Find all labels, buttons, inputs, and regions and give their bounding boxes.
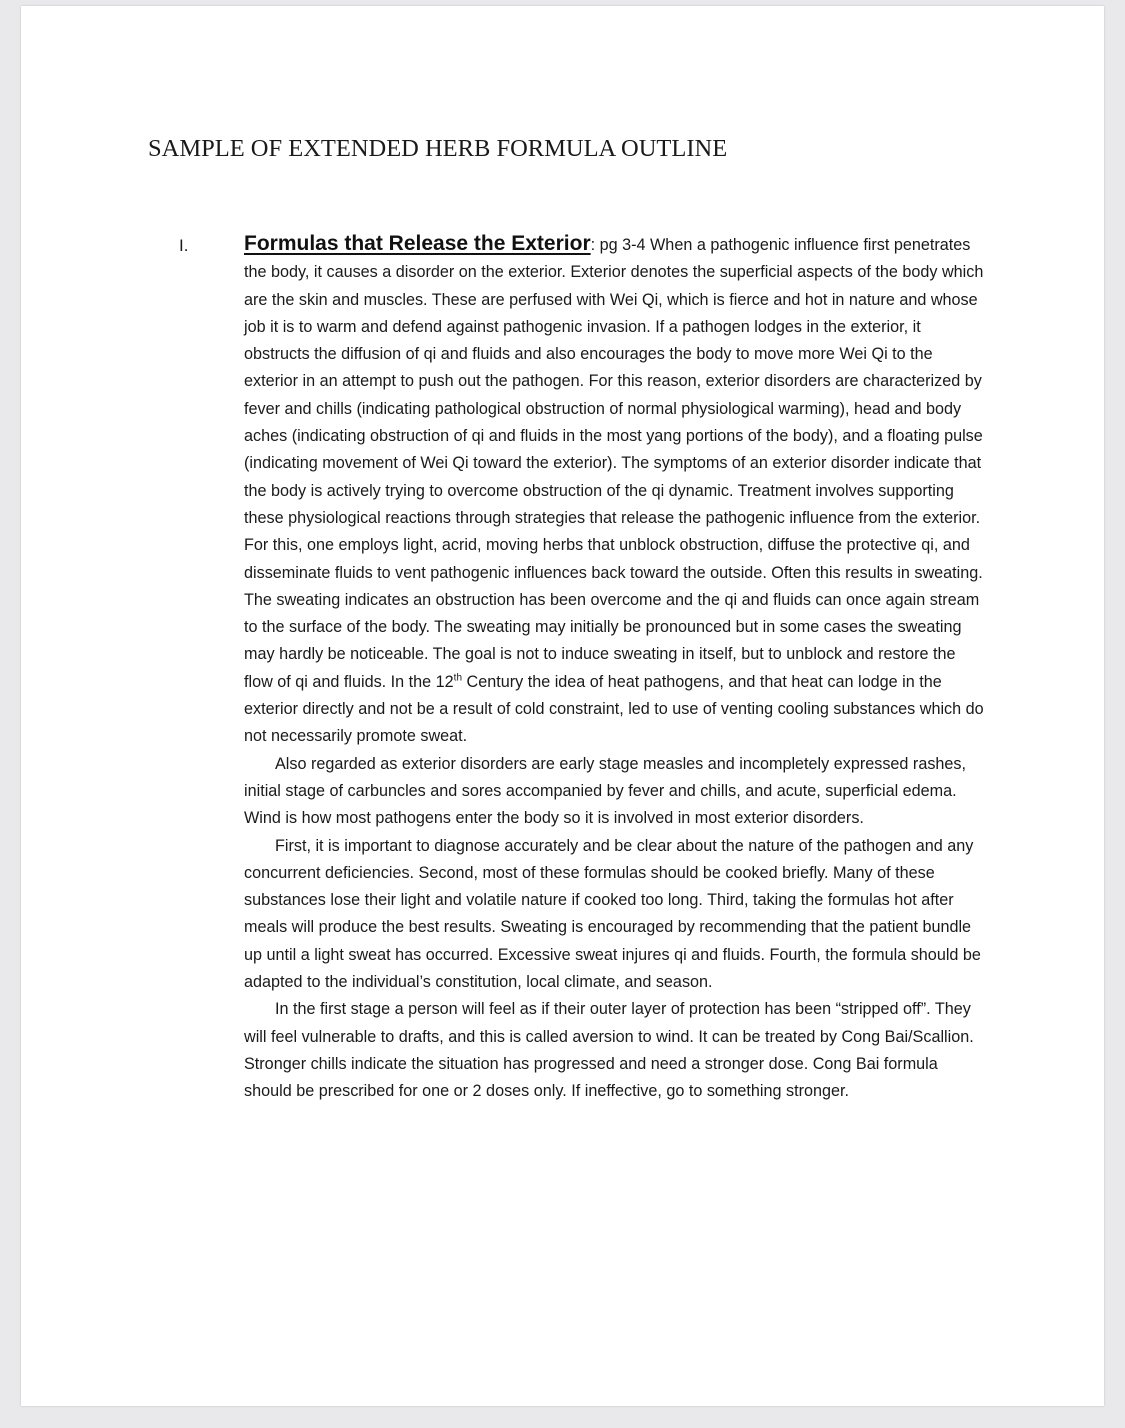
paragraph-3: First, it is important to diagnose accurately and be clear about the nature of the pathogen and any concurrent deficiencies. Second, most of these formulas should be cooked briefly. Many of these substances lose their light and volatile nature if cooked too long. Third, taking the formulas hot after meals will produce the best results. Sweating is encouraged by recommending that the patient bundle up until a light sweat has occurred. Excessive sweat injures qi and fluids. Fourth, the formula should be adapted to the individual’s constitution, local climate, and season. xyxy=(244,836,981,992)
paragraph-1-text: When a pathogenic influence first penetrates the body, it causes a disorder on the exterior. Exterior denotes the superficial aspects of the body which are the skin and muscles. These are perfused with Wei Qi, which is fierce and hot in nature and whose job it is to warm and defend against pathogenic invasion. If a pathogen lodges in the exterior, it obstructs the diffusion of qi and fluids and also encourages the body to move more Wei Qi to the exterior in an attempt to push out the pathogen. For this reason, exterior disorders are characterized by fever and chills (indicating pathological obstruction of normal physiological warming), head and body aches (indicating obstruction of qi and fluids in the most yang portions of the body), and a floating pulse (indicating movement of Wei Qi toward the exterior). The symptoms of an exterior disorder indicate that the body is actively trying to overcome obstruction of the qi dynamic. Treatment involves supporting these physiological reactions through strategies that release the pathogenic influence from the exterior. For this, one employs light, acrid, moving herbs that unblock obstruction, diffuse the protective qi, and disseminate fluids to vent pathogenic influences back toward the outside. Often this results in sweating. The sweating indicates an obstruction has been overcome and the qi and fluids can once again stream to the surface of the body. The sweating may initially be pronounced but in some cases the sweating may hardly be noticeable. The goal is not to induce sweating in itself, but to unblock and restore the flow of qi and fluids. In the 12 xyxy=(244,236,984,691)
document-title: SAMPLE OF EXTENDED HERB FORMULA OUTLINE xyxy=(148,135,728,162)
section-number: I. xyxy=(179,236,189,255)
paragraph-1 xyxy=(244,230,984,751)
ordinal-superscript: th xyxy=(453,672,463,684)
section-heading: Formulas that Release the Exterior xyxy=(244,232,591,255)
paragraph-1-text-end: Century the idea of heat pathogens, and that heat can lodge in the exterior directly and not be a result of cold constraint, led to use of venting cooling substances which do not necessarily promote sweat. xyxy=(244,672,984,746)
section-body xyxy=(244,230,984,1106)
document-page xyxy=(21,6,1104,1406)
paragraph-4: In the first stage a person will feel as if their outer layer of protection has been “stripped off”. They will feel vulnerable to drafts, and this is called aversion to wind. It can be treated by Cong Bai/Scallion. Stronger chills indicate the situation has progressed and need a stronger dose. Cong Bai formula should be prescribed for one or 2 doses only. If ineffective, go to something stronger. xyxy=(244,1000,974,1101)
paragraph-2: Also regarded as exterior disorders are early stage measles and incompletely expressed rashes, initial stage of carbuncles and sores accompanied by fever and chills, and acute, superficial edema. Wind is how most pathogens enter the body so it is involved in most exterior disorders. xyxy=(244,754,967,828)
heading-suffix: : pg 3-4 xyxy=(590,236,651,254)
